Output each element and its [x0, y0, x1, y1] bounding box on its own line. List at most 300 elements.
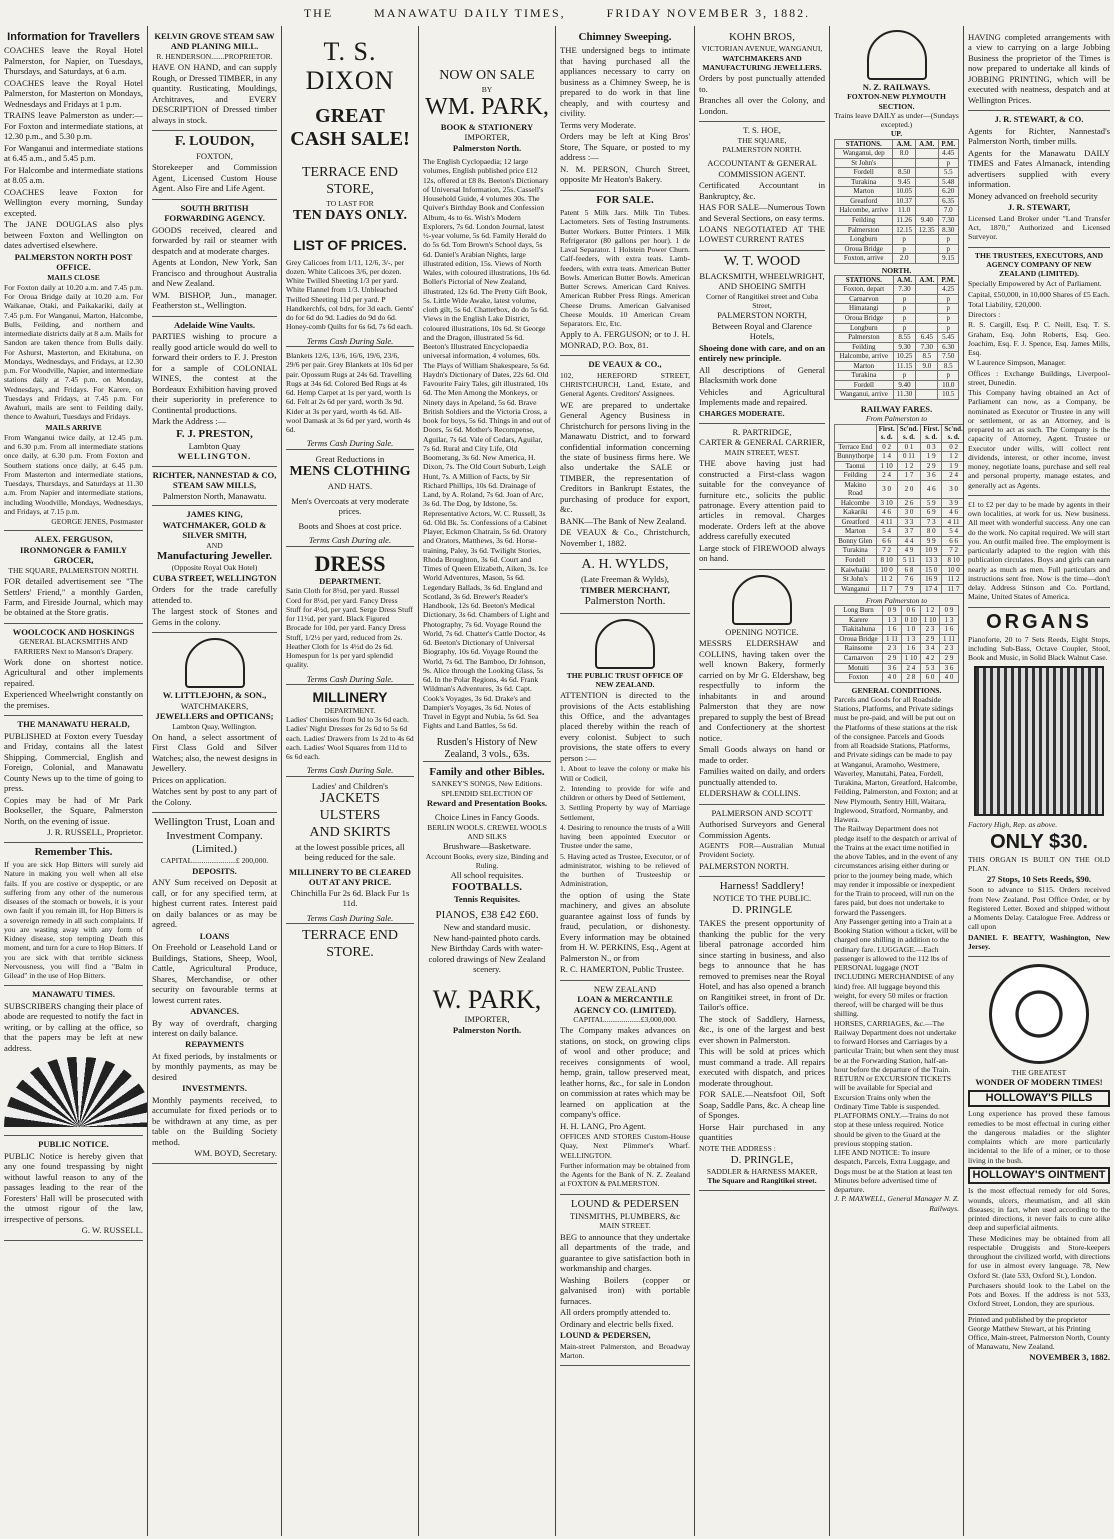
trustees-ad [968, 248, 1110, 496]
accountant-text: Certificated Accountant in Bankruptcy, &c. [699, 180, 825, 201]
fares2-cell: Oroua Bridge [835, 634, 883, 644]
postmaster-signature: GEORGE JENES, Postmaster [51, 517, 143, 527]
footballs: FOOTBALLS. [452, 880, 522, 893]
north-timetable-cell [916, 380, 938, 390]
trust-loan-capital: CAPITAL.......................£ 200,000. [160, 856, 269, 866]
holloway-greatest: THE GREATEST [1011, 1068, 1067, 1078]
fares-row [835, 555, 964, 565]
up-timetable-cell: Fordell [835, 168, 893, 178]
terms-label: Terms Cash During Sale. [286, 765, 414, 776]
park-palmerston: Palmerston North. [452, 142, 522, 153]
sbfa-text: GOODS received, cleared and forwarded by rail or steamer with despatch and at moderate charges. [152, 224, 277, 256]
stewart-agents: Agents for Richter, Nannestad's Palmerston North, timber mills. [968, 125, 1110, 147]
up-timetable-cell: 8.50 [893, 168, 916, 178]
bibles: Family and other Bibles. [429, 765, 545, 778]
scott-sub: Authorised Surveyors and General Commission Agents. [699, 819, 825, 840]
organs-sign: DANIEL F. BEATTY, Washington, New Jersey. [968, 932, 1110, 951]
up-timetable-row [835, 244, 959, 254]
up-timetable-cell: St John's [835, 158, 893, 168]
organs-caption: Factory High, Rep. as above. [968, 820, 1058, 830]
up-timetable-row [835, 187, 959, 197]
up-timetable-row [835, 158, 959, 168]
fares-cell: 3 9 [942, 498, 963, 508]
wylds-ad [560, 554, 690, 613]
fares-cell: 10 0 [942, 565, 963, 575]
north-timetable-cell: 10.0 [938, 380, 959, 390]
stewart-title: J. R. STEWART, & CO. [994, 114, 1084, 125]
fares-cell: 9 9 [921, 536, 942, 546]
wood-charges: CHARGES MODERATE. [699, 408, 785, 418]
fares-cell: 4 11 [942, 517, 963, 527]
pringle-address: The Square and Rangitikei street. [707, 1176, 817, 1186]
up-timetable-cell: 5.5 [938, 168, 958, 178]
kohn-sub: WATCHMAKERS AND MANUFACTURING JEWELLERS. [702, 53, 822, 72]
masthead-title: MANAWATU DAILY TIMES, [374, 6, 566, 20]
up-timetable-cell: 7.0 [938, 206, 958, 216]
up-timetable-row [835, 235, 959, 245]
fares-cell: 3 6 [921, 471, 942, 481]
fares2-cell: 0 10 [901, 615, 920, 625]
fares-cell: 1 9 [921, 452, 942, 462]
loans-negotiated: LOANS NEGOTIATED AT THE LOWEST CURRENT RATES [699, 223, 825, 245]
north-timetable-cell: p [893, 323, 916, 333]
lound-sub: TINSMITHS, PLUMBERS, &c [569, 1210, 681, 1221]
woolcock-title: WOOLCOCK AND HOSKINGS [12, 626, 135, 637]
pringle-sub: SADDLER & HARNESS MAKER, [706, 1167, 818, 1177]
ulsters: ULSTERS [319, 808, 381, 824]
conditions-title: GENERAL CONDITIONS. [851, 685, 942, 695]
fares2-cell: 1 6 [940, 625, 959, 635]
fares-cell: 1 10 [876, 461, 897, 471]
wylds-sub: (Late Freeman & Wylds), [580, 574, 670, 585]
up-timetable-cell: Greatford [835, 196, 893, 206]
holloway-text: Long experience has proved these famous remedies to be most effectual in curing either the dangerous maladies or the slighter complaints which are more particularly incidental to the life of a miner, or to those living in the bush. [968, 1109, 1110, 1165]
up-timetable-cell: 4.45 [938, 149, 958, 159]
up-timetable-row [835, 206, 959, 216]
fares2-cell: Karere [835, 615, 883, 625]
fares-cell: Marton [835, 527, 877, 537]
north-timetable-cell: 9.0 [916, 361, 938, 371]
fares-cell: Terrace End [835, 442, 877, 452]
preston-title: F. J. PRESTON, [176, 427, 253, 440]
column-6 [695, 28, 829, 1533]
littlejohn-address: Lambton Quay, Wellington. [172, 721, 257, 731]
trust-loan-title: Wellington Trust, Loan and Investment Company. [154, 816, 275, 842]
imprint: Printed and published by the proprietor George Matthew Stewart, at his Printing Office, Main-street, Palmerston North, County of Manawatu, New Zealand. [968, 1314, 1110, 1352]
north-timetable-cell [916, 285, 938, 295]
organs-title: ORGANS [986, 610, 1092, 633]
king-ad [152, 506, 277, 633]
holloway-ad [968, 957, 1110, 1314]
fares2-cell: 2 3 [940, 644, 959, 654]
fares-row [835, 527, 964, 537]
nzloan-office: OFFICES AND STORES Custom-House Quay, Next Plimmer's Wharf. WELLINGTON. [560, 1132, 690, 1160]
adelaide-title: Adelaide Wine Vaults. [173, 319, 256, 330]
lound-text: BEG to announce that they undertake all departments of the trade, and guarantee to give satisfaction both in workmanship and charges. [560, 1231, 690, 1274]
north-timetable-cell: 9.30 [893, 342, 916, 352]
partridge-sub: CARTER & GENERAL CARRIER, [699, 437, 825, 448]
up-timetable-cell: 10.37 [893, 196, 916, 206]
coach-notice: COACHES leave the Royal Hotel Palmerston, for Masterton on Mondays, Wednesdays and Fridays at 1 p.m. [4, 77, 143, 109]
fares2-cell: Motuiti [835, 663, 883, 673]
pringle-horse: Horse Hair purchased in any quantities [699, 1121, 825, 1143]
park-sub: BOOK & STATIONERY [440, 121, 534, 132]
public-trust-title: THE PUBLIC TRUST OFFICE OF NEW ZEALAND. [566, 670, 684, 689]
post-office-title: PALMERSTON NORTH POST OFFICE. [14, 251, 133, 273]
timetable-header: A.M. [893, 139, 916, 149]
up-timetable-cell: 7.30 [938, 215, 958, 225]
opening-text: MESSRS ELDERSHAW and COLLINS, having taken over the well known Bakery, formerly carried on by Mr G. Eldershaw, beg respectfully to inform the inhabitants in and around Palmerston that they are now prepared to supply the best of Bread and Confectionery at the shortest notice. [699, 638, 825, 743]
millinery-title: MILLINERY [312, 689, 388, 706]
north-timetable-cell: Turakina [835, 371, 894, 381]
north-timetable-row [835, 342, 959, 352]
hoe-ad [699, 122, 825, 251]
littlejohn-sub2: JEWELLERS and OPTICANS; [155, 711, 274, 722]
chimney-text: THE undersigned begs to intimate that having purchased all the appliances necessary to carry on business as a Chimney Sweep, he is prepared to do work in that line cheaply, and with courtesy and civility. [560, 45, 690, 119]
millinery-dept: DEPARTMENT. [324, 705, 376, 715]
timetable-header: A.M. [915, 139, 938, 149]
fares-cell: 2 9 [921, 461, 942, 471]
jackets-intro: Ladies' and Children's [311, 780, 389, 791]
scott-ad [699, 805, 825, 877]
littlejohn-repair: Watches sent by post to any part of the Colony. [152, 786, 277, 807]
trustees-capital: Capital, £50,000, in 10,000 Shares of £5 Each. [968, 289, 1110, 299]
king-orders: Orders for the trade carefully attended to. [152, 584, 277, 605]
trustees-liability: Total Liability, £20,000. [968, 299, 1042, 309]
north-timetable-cell: Fordell [835, 380, 894, 390]
up-timetable-cell: p [938, 235, 958, 245]
train-notice: For Halcombe and intermediate stations at 8.05 a.m. [4, 164, 143, 186]
north-timetable-cell: 6.30 [938, 342, 959, 352]
fares-cell: 5 9 [921, 498, 942, 508]
north-timetable-cell: 6.45 [916, 333, 938, 343]
north-timetable-cell: 4.25 [938, 285, 959, 295]
north-timetable-cell: Oroua Bridge [835, 314, 894, 324]
chinchilla: Chinchilla Fur 2s 6d. Black Fur 1s 11d. [290, 887, 410, 909]
preston-address: Lambton Quay [188, 440, 241, 451]
holloway-beware: Purchasers should look to the Label on the Pots and Boxes. If the address is not 533, Oxford Street, London, they are spurious. [968, 1280, 1110, 1309]
north-timetable-row [835, 333, 959, 343]
north-timetable-cell: Feilding [835, 342, 894, 352]
investments-text: Monthly payments received, to accumulate for fixed periods or to be withdrawn at any time, as per table on the Building Society method. [152, 1094, 277, 1147]
fares-cell: Halcombe [835, 498, 877, 508]
north-timetable-cell [916, 304, 938, 314]
fares-cell: 3 7 [897, 527, 920, 537]
travellers-title: Information for Travellers [7, 31, 140, 43]
fares2-cell: 6 0 [920, 673, 939, 683]
kelvin-ad [152, 28, 277, 131]
accountant-sale: HAS FOR SALE—Numerous Town and Several Sections, on easy terms. [699, 202, 825, 223]
north-timetable-cell: 8.55 [893, 333, 916, 343]
pianos: PIANOS, £38 £42 £60. [435, 908, 539, 921]
up-timetable-row [835, 225, 959, 235]
herald-ad [4, 716, 143, 842]
north-timetable-row [835, 371, 959, 381]
public-trust-text2: the option of using the State machinery, and gives an absolute guarantee against loss of funds by fraud, peculation, or dishonesty. Every information may be obtained from H. W. PERKINS, Esq., Agent at Palmerston N., or from [560, 889, 690, 963]
up-timetable-cell: Longburn [835, 235, 893, 245]
up-timetable-cell: 12.15 [893, 225, 916, 235]
terms-label: Terms Cash During Sale. [286, 438, 414, 449]
fares-cell: 16 9 [921, 575, 942, 585]
dress-text: Satin Cloth for 8½d, per yard. Russel Cord for 8½d, per yard. Fancy Dress Stuff for 4½d, per yard. Serge Dress Stuff for 11½d, per yard. Black Figured Brocade for 10d, per yard. Fancy Dress Stuff, 1/2½ per yard, reduced from 2s. Heather Cloth for 1s 4½d do 2s 6d. Homespun for 1s per yard splendid quality. [286, 586, 413, 670]
royal-arms-emblem [185, 638, 245, 688]
north-timetable-cell: 8.5 [938, 361, 959, 371]
timetable-header: P.M. [938, 139, 958, 149]
kelvin-title: KELVIN GROVE STEAM SAW AND PLANING MILL. [154, 31, 275, 52]
fares2-cell: 1 10 [901, 654, 920, 664]
fares-cell: 4 6 [876, 508, 897, 518]
north-timetable-cell: p [893, 294, 916, 304]
up-timetable-cell: Oroua Bridge [835, 244, 893, 254]
deposits-text: ANY Sum received on Deposit at call, or for any specified term, at highest current rates. Interest paid on daily balances or as may be agreed. [152, 877, 277, 930]
jackets-text: at the lowest possible prices, all being reduced for the sale. [295, 841, 405, 863]
advances-heading: ADVANCES. [190, 1006, 239, 1017]
public-trust-emblem [595, 619, 655, 669]
north-timetable-cell: 7.30 [893, 285, 916, 295]
up-timetable-cell: 6.20 [938, 187, 958, 197]
north-timetable-cell: p [938, 323, 959, 333]
up-timetable-cell: 5.48 [938, 177, 958, 187]
fares-cell: 0 3 [921, 442, 942, 452]
partridge-title: R. PARTRIDGE, [732, 426, 792, 437]
opening-ad [699, 570, 825, 805]
up-timetable-row [835, 196, 959, 206]
fares-cell: 4 11 [876, 517, 897, 527]
fares-row [835, 508, 964, 518]
remember-text: If you are sick Hop Bitters will surely aid Nature in making you well when all else fails. If you are costive or dyspeptic, or are suffering from any other of the numerous diseases of the stomach or bowels, it is your own fault if you remain ill, for Hop Bitters is a sovereign remedy in all such complaints. If you are wasting away with any form of Kidney disease, stop tempting Death this moment, and turn for a cure to Hop Bitters. If you are sick with that terrible sickness Nervousness, you will find a "Balm in Gilead" in the use of Hop Bitters. [4, 860, 143, 981]
littlejohn-ad [152, 633, 277, 813]
herald-title: THE MANAWATU HERALD, [17, 719, 130, 730]
scott-title: PALMERSON AND SCOTT [711, 807, 813, 818]
fares-cell: 5 11 [897, 555, 920, 565]
scott-address: PALMERSTON NORTH. [699, 860, 789, 871]
lound-address: Main-street Palmerston, and Broadway Marton. [560, 1341, 690, 1360]
life-notice-text: LIFE AND NOTICE: To insure despatch, Parcels, Extra Luggage, and Dogs must be at the Station at least ten Minutes before advertised time of departure. [834, 1148, 953, 1195]
dress-title: DRESS [314, 550, 386, 576]
trustees-manager: W Laurence Simpson, Manager. [968, 358, 1066, 368]
lound-title: LOUND & PEDERSEN [570, 1197, 680, 1210]
up-timetable-cell: 9.15 [938, 254, 958, 264]
wood-city: PALMERSTON NORTH, [717, 310, 807, 321]
fares-row [835, 442, 964, 452]
up-timetable-cell: 2.0 [893, 254, 916, 264]
fares-header: First. s. d. [876, 424, 897, 442]
organs-text: Soon to advance to $115. Orders received from New Zealand. Post Office Order, or by Registered Letter. Boxed and shipped without a Moments Delay. Catalogue Free. Address or call upon [968, 885, 1110, 932]
fares-cell: 2 0 [897, 480, 920, 498]
by-label: BY [481, 84, 493, 94]
loudon-ad [152, 131, 277, 200]
littlejohn-sub: WATCHMAKERS, [180, 700, 249, 711]
fares-cell: 7 3 [921, 517, 942, 527]
north-heading: NORTH. [881, 265, 912, 275]
sbfa-ad [152, 200, 277, 317]
fares2-cell: 4 0 [883, 673, 902, 683]
ferguson-sub: IRONMONGER & FAMILY GROCER, [20, 544, 127, 566]
fares-cell: 4 6 [942, 508, 963, 518]
richter-ad [152, 467, 277, 506]
deveaux-title: DE VEAUX & CO., [588, 359, 662, 370]
kelvin-proprietor: R. HENDERSON.......PROPRIETOR. [156, 51, 273, 61]
railways-sign: J. P. MAXWELL, General Manager N. Z. Railways. [834, 1194, 959, 1213]
mails-arrive-text: From Wanganui twice daily, at 12.45 p.m. and 6.30 p.m. From all intermediate stations once daily, at 6.30 p.m. From Foxton and Southern stations once daily, at 6.45 p.m. From Masterton and intermediate stations, Tuesdays, Thursdays, and Saturdays at 11.30 a.m. From Napier and intermediate stations, including Woodville, Mondays, Wednesdays, and Fridays, at 7.15 p.m. [4, 432, 143, 516]
fares2-cell: Tiakitahuna [835, 625, 883, 635]
fares2-cell: 0 6 [901, 606, 920, 616]
return-text: RETURN or EXCURSION TICKETS will be available for Special and Excursion Trains only when the Ordinary Time Table is suspended. [834, 1074, 951, 1111]
fares-cell: St John's [835, 575, 877, 585]
loans-heading: LOANS [199, 930, 230, 941]
wood-sub: BLACKSMITH, WHEELWRIGHT, AND SHOEING SMITH [699, 270, 825, 292]
up-timetable-cell [915, 149, 938, 159]
north-timetable-cell: Carnarvon [835, 294, 894, 304]
organs-ad [968, 608, 1110, 958]
up-timetable-cell: 9.40 [915, 215, 938, 225]
organ-illustration [974, 666, 1104, 816]
wood-desc: All descriptions of General Blacksmith work done [699, 364, 825, 386]
park-importer: IMPORTER, [464, 132, 510, 143]
north-timetable-cell: 10.25 [893, 352, 916, 362]
fares-row [835, 461, 964, 471]
north-timetable-cell: p [893, 304, 916, 314]
fares-cell: Bonny Glen [835, 536, 877, 546]
fares2-cell: 1 10 [920, 615, 939, 625]
up-timetable-cell: Palmerston [835, 225, 893, 235]
opening-goods: Small Goods always on hand or made to order. [699, 744, 825, 765]
terms-label: Terms Cash During Sale. [286, 336, 414, 347]
up-timetable-cell [893, 158, 916, 168]
terms-label: Terms Cash During ale. [286, 535, 414, 546]
repayments-heading: REPAYMENTS [185, 1039, 244, 1050]
organs-sub: Pianoforte, 20 to 7 Sets Reeds, Eight Stops, including Sub-Bass, Octave Coupler, Stool, Book and Music, in Solid Black Walnut Case. [968, 634, 1110, 662]
fares-cell: Fordell [835, 555, 877, 565]
holloway-badge-illustration [989, 964, 1089, 1064]
ferguson-title: ALEX. FERGUSON, [34, 534, 113, 545]
king-and: AND [206, 540, 223, 550]
public-text: PUBLIC Notice is hereby given that any one found trespassing by night without lawful reason to any of the passages leading to the rear of the Foresters' Hall will be prosecuted with the utmost rigour of the law, irrespective of persons. [4, 1150, 143, 1224]
up-timetable-row [835, 168, 959, 178]
stewart-sign: J. R. STEWART, [1007, 202, 1071, 213]
fares2-cell: 1 3 [901, 634, 920, 644]
public-signature: G. W. RUSSELL. [81, 1225, 143, 1236]
chimney-ad [560, 28, 690, 191]
fares2-row [835, 615, 959, 625]
north-timetable-cell: Longburn [835, 323, 894, 333]
fares-row [835, 584, 964, 594]
north-timetable-cell: p [893, 371, 916, 381]
fares-cell: Taonui [835, 461, 877, 471]
sbfa-title: SOUTH BRITISH FORWARDING AGENCY. [164, 202, 265, 224]
fares-cell: 0 1 [897, 442, 920, 452]
prices-title: LIST OF PRICES. [293, 236, 407, 253]
north-timetable-row [835, 314, 959, 324]
pringle-text2: This will be sold at prices which must command a trade. All repairs executed with dispatch, and prices moderate throughout. [699, 1046, 825, 1088]
public-trust-item: 2. Intending to provide for wife and children or others by Deed of Settlement, [560, 783, 690, 803]
north-timetable-cell: 11.30 [893, 390, 916, 400]
loudon-title: F. LOUDON, [174, 134, 255, 150]
fares-cell: 4 4 [897, 536, 920, 546]
fares-cell: 7 9 [897, 584, 920, 594]
millinery-clear: MILLINERY TO BE CLEARED OUT AT ANY PRICE. [288, 866, 412, 888]
nzloan-title: NEW ZEALAND [593, 983, 657, 994]
fares2-cell: 3 6 [883, 663, 902, 673]
sale-title: GREAT CASH SALE! [290, 105, 410, 151]
column-1 [0, 28, 147, 1533]
column-5 [556, 28, 694, 1533]
partridge-firewood: Large stock of FIREWOOD always on hand. [699, 542, 825, 564]
nzloan-sub: LOAN & MERCANTILE AGENCY CO. (LIMITED). [573, 994, 677, 1015]
section-title: FOXTON-NEW PLYMOUTH SECTION. [847, 92, 946, 111]
richter-title: RICHTER, NANNESTAD & CO, [152, 469, 277, 480]
north-timetable-row [835, 390, 959, 400]
north-timetable-cell: 10.5 [938, 390, 959, 400]
fares-row [835, 517, 964, 527]
pringle-notice: NOTICE TO THE PUBLIC. [712, 893, 812, 904]
advert-wheel-illustration [4, 1057, 147, 1127]
investments-heading: INVESTMENTS. [182, 1083, 247, 1094]
trust-loan-ad [152, 813, 277, 1164]
north-timetable-cell: p [938, 304, 959, 314]
berlin-wools: BERLIN WOOLS. CREWEL WOOLS AND SILKS [427, 822, 547, 842]
ferguson-ad [4, 531, 143, 624]
up-timetable-cell: Halcombe, arrive [835, 206, 893, 216]
fares2-cell: 1 11 [940, 634, 959, 644]
wylds-merchant: TIMBER MERCHANT, [580, 584, 670, 595]
books-list: The English Cyclopaedia; 12 large volumes, English published price £12 12s, offered at £8 8s. Beeton's Dictionary of Universal Information, 25s. Cassell's Household Guide, 4 volumes 30s. The Quiver's Birthday Book and Confession Album, 4s to 6s. Wish's Modern Explorers, 7s 6d. London Journal, latest ½-year volume, 5s 6d. Family Herald do do 5s 6d. Tom Brown's School days, 5s 6d. Daniel's Arabian Nights, large illustrated edition, 15s. Views of North Wales, with coloured illustrations, 10s 6d. Boller's Pictorial of New Zealand, illustrated, 12s 6d. The Pretty Gift Book, 5s. Little Wide Awake, latest volume, cloth gilt, 5s 6d. Chatterbox, do do 5s 6d. Views in the English Lake District, coloured illustrations, 10s 6d. St George and the Dragon, illustrated 5s 6d. Beeton's Illustrated Encyclopaedia universal information, 4 volumes, 60s. The Plays of William Shakespeare, 5s 6d. Haydn's Dictionary of Dates, 22s 6d. Old Favourite Fairy Tales, gilt illustrated, 10s 6d. The Men Among the Monkeys, or Ninety days in Apeland, 5s 6d. Brave British Soldiers and the Victoria Cross, a book for boys, 5s 6d. Things in and out of Doors, 5s 6d. Mother's Recompense, Aguilar, 7s 6d. Vale of Cedars, Aguilar, 7s 6d. Rural and City Life, Old Boomerang, 3s 6d. New America, H. Dixon, 7s. The Old Court Suburb, Leigh Hunt, 7s. A Million of Facts, by Sir Richard Phillips, 10s 6d. Drainage of Land, by A. Roland, 7s 6d. Joan of Arc, 3s 6d. The Dog, by Idstone, 5s. Representative Actors, W. C. Russell, 3s 6d. Old Bk. 5s. Confessions of a Cabinet Player, Eckmon Chatrain, 5s 6d. Oratory and Orators, Matthews, 3s 6d. Horse-training, Paley, 3s 6d. Twilight Stories, Rhoda Broughton, 3s 6d. Court and Times of Queen Elizabeth, Aiken, 3s. Ice World Adventures, Mason, 5s 6d. Legendary Ballads, 3s 6d. England and Scotland, 3s 6d. Brewer's Reader's Handbook, 12s 6d. Beeton's Medical Dictionary, 3s 6d. Chambers of Light and Photography, 7s 6d. Voyage Round the World, 7s 6d. Chatter's Cattle Doctor, 4s 6d. Beeton's Dictionary of Universal Biography, 10s 6d. Voyage Round the World, 7s 6d. The Bamboo, Dr Johnson, 9s. Alice through the Looking Glass, 5s 6d. In the Polar Regions, 4s 6d. Frank Wildman's Adventures, 3s 6d. Capt. Cook's Voyages, 3s 6d. Drake's and Dampier's Voyages, 3s 6d. Notes of Travel in Egypt and Nubia, 5s 6d. Sea Fights and Land Battles, 5s 6d. [423, 157, 551, 731]
terrace-end-footer: TERRACE END STORE. [301, 928, 399, 960]
opening-sign: ELDERSHAW & COLLINS. [699, 788, 801, 799]
north-timetable-cell: 5.45 [938, 333, 959, 343]
north-timetable-cell [916, 390, 938, 400]
boots: Boots and Shoes at cost price. [298, 520, 402, 531]
birthday-cards: New Birthday Cards with water-colored drawings of New Zealand scenery. [428, 943, 546, 975]
account-books: Account Books, every size, Binding and Ruling. [425, 851, 549, 871]
public-title: PUBLIC NOTICE. [38, 1139, 109, 1150]
fares-from-2: From Palmerston to [865, 596, 928, 606]
littlejohn-title: W. LITTLEJOHN, & SON., [162, 690, 267, 701]
north-timetable-cell: 7.30 [916, 342, 938, 352]
north-timetable-row [835, 352, 959, 362]
fares-cell: 15 0 [921, 565, 942, 575]
fares-header: Sc'nd. s. d. [942, 424, 963, 442]
advances-text: By way of overdraft, charging interest on daily balance. [152, 1017, 277, 1038]
fares-cell: 3 10 [876, 498, 897, 508]
horses-text: HORSES, CARRIAGES, &c.—The Railway Department does not undertake to forward Horses and Carriages by a particular Train; but when sent they must be at the Forwarding Station, half-an-hour before the departure of the Train. [834, 1018, 959, 1074]
masthead-date: FRIDAY NOVEMBER 3, 1882. [606, 6, 811, 20]
trustees-directors: Directors : [968, 310, 1001, 319]
fares-cell: Kaiwhaiki [835, 565, 877, 575]
fares2-cell: 1 3 [883, 615, 902, 625]
to-last: TO LAST FOR [326, 198, 374, 208]
richter-address: Palmerston North, Manawatu. [162, 490, 267, 501]
up-timetable-cell [915, 187, 938, 197]
littlejohn-text: On hand, a select assortment of First Class Gold and Silver Watches; also, the newest designs in Jewellery. [152, 731, 277, 774]
lound-ad [560, 1195, 690, 1366]
public-trust-item: 3. Settling Property by way of Marriage Settlement, [560, 803, 690, 822]
terms-label: Terms Cash During Sale. [286, 913, 414, 924]
fares-cell: Wanganui [835, 584, 877, 594]
herald-copies: Copies may be had of Mr Park Bookseller, the Square, Palmerston North, on the evening of issue. [4, 794, 143, 826]
timetable-header: A.M. [916, 275, 938, 285]
fares2-row [835, 663, 959, 673]
masthead-the: THE [303, 6, 334, 20]
nzloan-capital: CAPITAL...................£3,000,000. [573, 1014, 677, 1024]
deveaux-address: 102, HEREFORD STREET, CHRISTCHURCH, Land, Estate, and General Agents. Creditors' Assignees. [560, 370, 690, 399]
column-3 [282, 28, 418, 1533]
public-trust-item: 4. Desiring to renounce the trusts of a Will having been appointed Executor or Trustee under the same, [560, 822, 690, 851]
up-timetable-cell: p [893, 235, 916, 245]
up-timetable-cell: p [893, 244, 916, 254]
fares2-cell: Rainsome [835, 644, 883, 654]
fares-header: First. s. d. [921, 424, 942, 442]
